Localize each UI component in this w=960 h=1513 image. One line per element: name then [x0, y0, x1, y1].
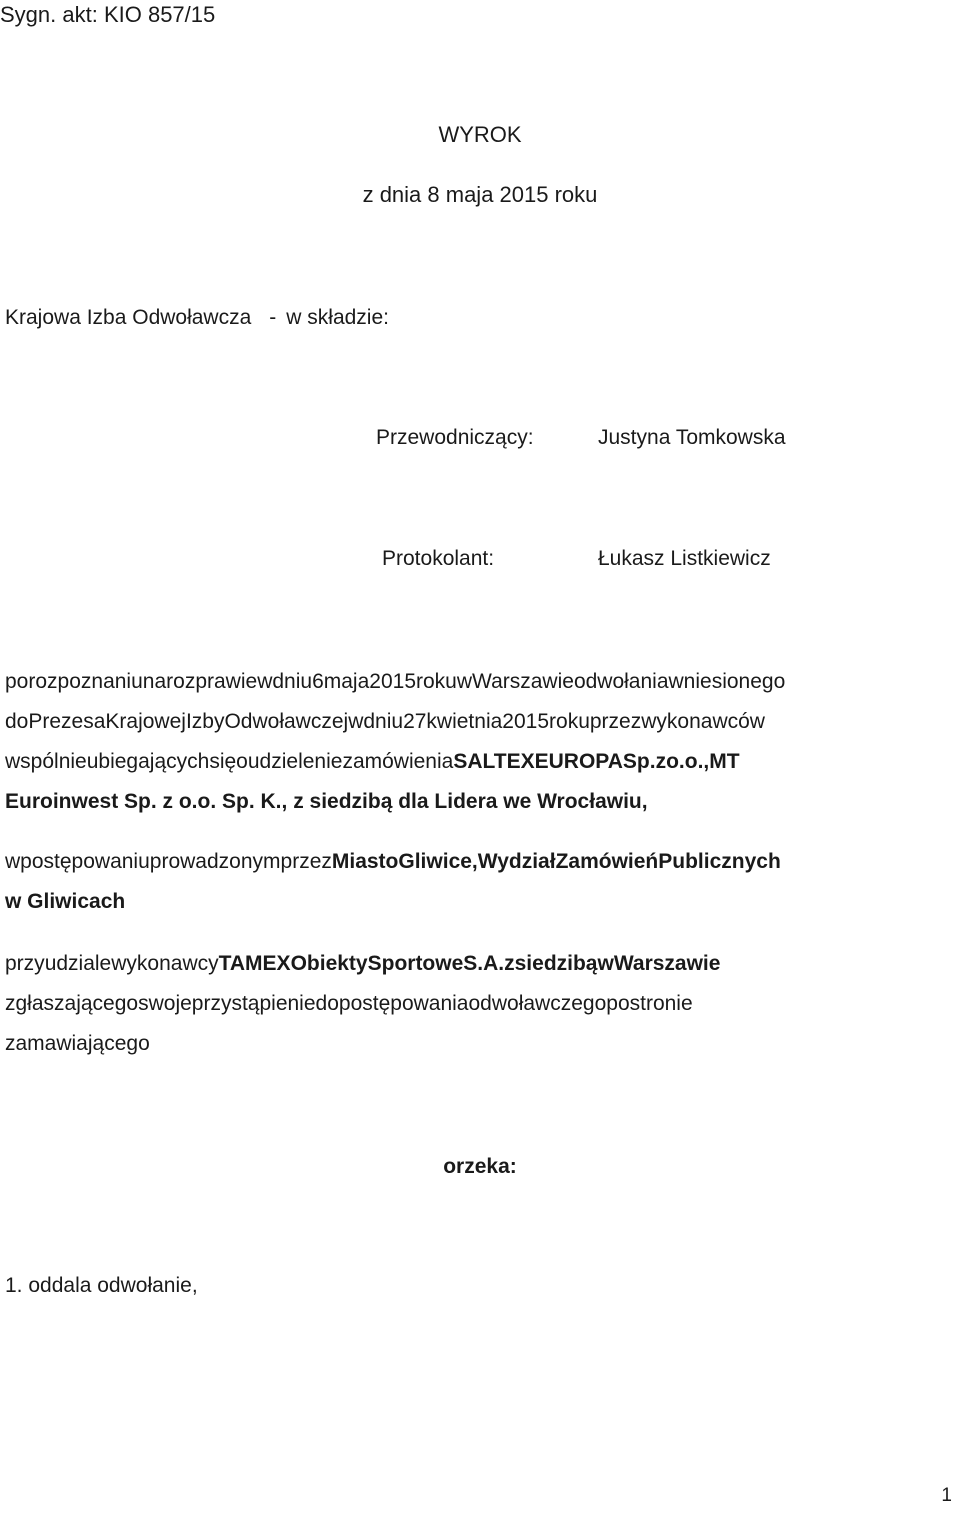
appeal-line-3-word: wspólnie	[5, 750, 87, 773]
appeal-line-1-word: na	[142, 670, 167, 693]
appeal-line-2-word: do	[5, 710, 29, 733]
appeal-line-2-word: Krajowej	[105, 710, 186, 733]
appeal-line-1-word: rozpoznaniu	[28, 670, 143, 693]
appeal-line-3-word: zamówienia	[342, 750, 454, 773]
clerk-name: Łukasz Listkiewicz	[598, 547, 771, 570]
contracting-authority-city: w Gliwicach	[5, 890, 126, 913]
appeal-line-2-word: Odwoławczej	[224, 710, 349, 733]
intervener-line-1-word: udziale	[44, 952, 112, 975]
appeal-line-1-word: 2015	[369, 670, 416, 693]
appeal-line-1-word: roku	[416, 670, 457, 693]
appeal-line-3-word: ubiegających	[86, 750, 210, 773]
intervener-name-word: TAMEX	[218, 952, 291, 975]
appeal-line-2-word: wykonawców	[641, 710, 765, 733]
intervener-line-2-word: swoje	[138, 992, 192, 1015]
contracting-authority-word: Publicznych	[658, 850, 781, 873]
appellant-name-word: SALTEX	[453, 750, 535, 773]
contracting-authority-word: Wydział	[477, 850, 556, 873]
appeal-line-3-word: się	[209, 750, 237, 773]
paragraph-procedure	[5, 842, 955, 922]
intervener-name-word: siedzibą	[514, 952, 598, 975]
appeal-line-1-word: dniu	[272, 670, 313, 693]
paragraph-intervener-line-2	[5, 984, 955, 1024]
appeal-line-1-word: w	[456, 670, 473, 693]
chair-name: Justyna Tomkowska	[598, 426, 786, 449]
appeal-line-1-word: wniesionego	[668, 670, 786, 693]
page-number: 1	[941, 1485, 952, 1506]
paragraph-procedure-line-2	[5, 882, 955, 922]
intervener-name-word: S.A.	[463, 952, 505, 975]
appeal-line-3-word: o	[236, 750, 248, 773]
contracting-authority-word: Miasto	[331, 850, 399, 873]
document-title: WYROK	[438, 122, 522, 147]
paragraph-appeal-line-4	[5, 782, 955, 822]
appeal-line-1-word: 6	[312, 670, 324, 693]
chamber-line	[5, 306, 389, 330]
paragraph-intervener-line-3: zamawiającego	[5, 1032, 150, 1055]
appellant-name-word: o.o.,	[666, 750, 710, 773]
appeal-line-1-word: po	[5, 670, 29, 693]
appeal-line-1-word: maja	[323, 670, 370, 693]
ruling-item-1: 1. oddala odwołanie,	[5, 1274, 198, 1297]
paragraph-appeal-line-1	[5, 662, 955, 702]
chair-label: Przewodniczący:	[376, 426, 534, 449]
intervener-line-2-word: postępowania	[338, 992, 469, 1015]
paragraph-appeal-line-3	[5, 742, 955, 782]
intervener-line-2-word: stronie	[629, 992, 693, 1015]
intervener-line-2-word: odwoławczego	[468, 992, 607, 1015]
appeal-line-1-word: w	[257, 670, 273, 693]
composition-label: w składzie:	[286, 306, 389, 329]
paragraph-intervener	[5, 944, 955, 1064]
appellant-name-word: MT	[709, 750, 740, 773]
appeal-line-2-word: przez	[589, 710, 642, 733]
intervener-line-2-word: przystąpienie	[191, 992, 316, 1015]
contracting-authority-word: Gliwice,	[398, 850, 478, 873]
intervener-line-2-word: po	[606, 992, 630, 1015]
appellant-name-word: Sp.	[622, 750, 656, 773]
appellant-name-word: EUROPA	[534, 750, 623, 773]
ruling-heading: orzeka:	[443, 1155, 517, 1178]
contracting-authority-word: Zamówień	[555, 850, 659, 873]
clerk-label: Protokolant:	[382, 547, 495, 570]
intervener-line-1-word: wykonawcy	[111, 952, 219, 975]
appeal-line-2-word: Izby	[185, 710, 225, 733]
chamber-name: Krajowa Izba Odwoławcza	[5, 306, 252, 329]
appeal-line-1-word: odwołania	[573, 670, 669, 693]
intervener-line-1-word: przy	[5, 952, 45, 975]
paragraph-intervener-line-1	[5, 944, 955, 984]
procedure-line-1-word: postępowaniu	[20, 850, 150, 873]
intervener-line-2-word: zgłaszającego	[5, 992, 139, 1015]
appeal-line-2-word: w	[348, 710, 364, 733]
intervener-name-word: Obiekty	[290, 952, 368, 975]
appeal-line-1-word: Warszawie	[472, 670, 574, 693]
appellant-seat: , z siedzibą dla Lidera we Wrocławiu,	[281, 790, 648, 813]
procedure-line-1-word: prowadzonym	[149, 850, 281, 873]
paragraph-appeal-line-2	[5, 702, 955, 742]
intervener-name-word: z	[504, 952, 515, 975]
appellant-name-continued: Euroinwest Sp. z o.o. Sp. K.	[5, 790, 282, 813]
intervener-name-word: Sportowe	[367, 952, 464, 975]
intervener-line-2-word: do	[315, 992, 339, 1015]
appeal-line-2-word: Prezesa	[28, 710, 106, 733]
procedure-line-1-word: w	[5, 850, 21, 873]
intervener-name-word: Warszawie	[613, 952, 721, 975]
appeal-line-2-word: kwietnia	[426, 710, 503, 733]
intervener-name-word: w	[597, 952, 614, 975]
appeal-line-3-word: udzielenie	[247, 750, 343, 773]
chamber-dash: -	[269, 306, 277, 329]
appeal-line-2-word: 27	[403, 710, 427, 733]
appeal-line-2-word: 2015	[502, 710, 550, 733]
case-reference: Sygn. akt: KIO 857/15	[0, 2, 216, 27]
judgment-date: z dnia 8 maja 2015 roku	[362, 182, 598, 207]
paragraph-appeal	[5, 662, 955, 822]
appeal-line-2-word: roku	[549, 710, 590, 733]
procedure-line-1-word: przez	[280, 850, 332, 873]
appellant-name-word: z	[655, 750, 667, 773]
paragraph-procedure-line-1	[5, 842, 955, 882]
appeal-line-1-word: rozprawie	[166, 670, 258, 693]
appeal-line-2-word: dniu	[363, 710, 404, 733]
